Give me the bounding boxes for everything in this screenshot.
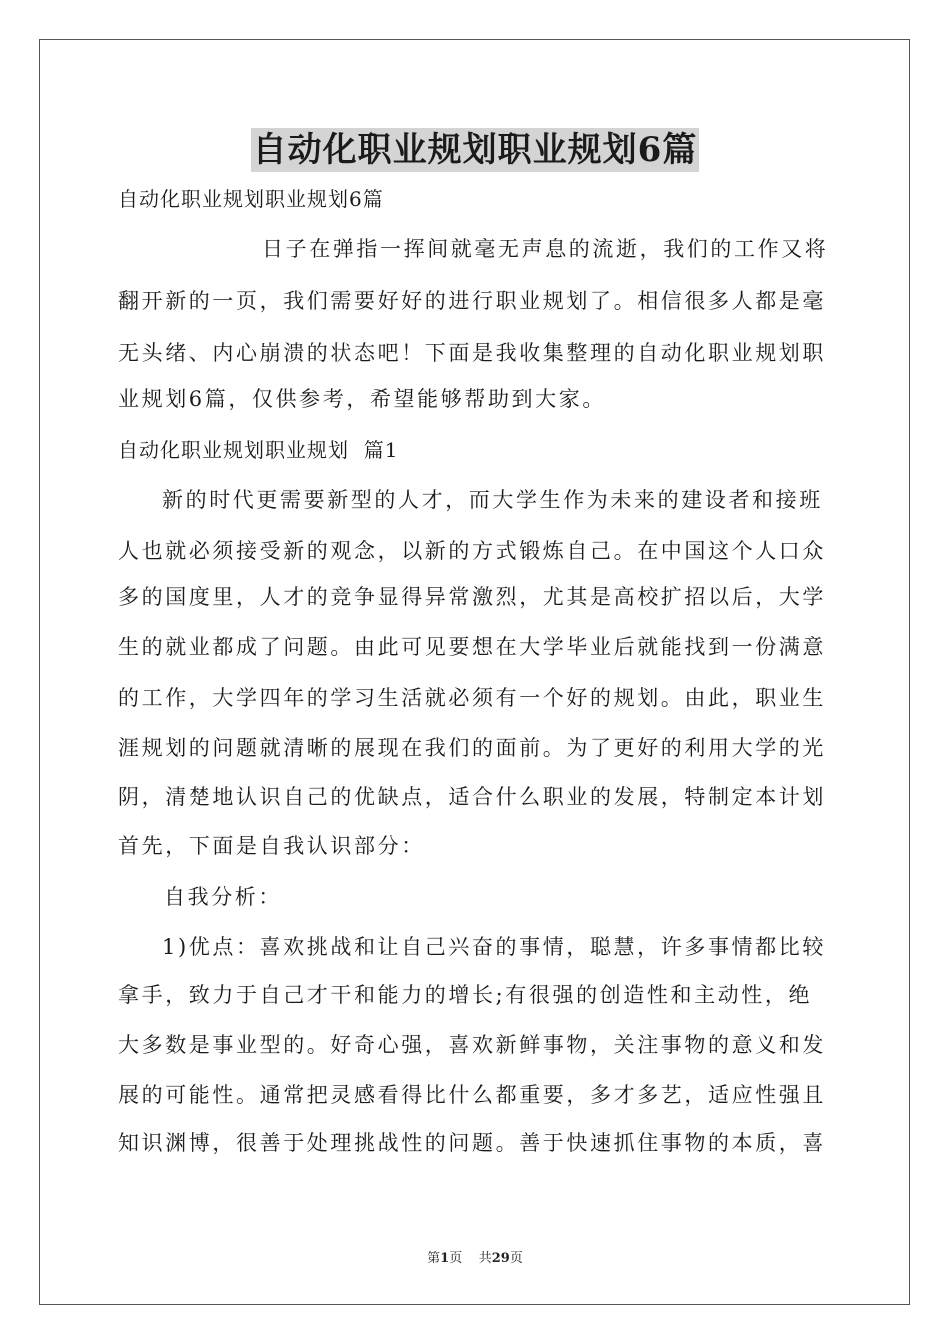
intro-line: 日子在弹指一挥间就毫无声息的流逝，我们的工作又将 bbox=[262, 237, 829, 261]
section-heading: 自动化职业规划职业规划 篇1 bbox=[118, 438, 399, 462]
body-line: 大多数是事业型的。好奇心强，喜欢新鲜事物，关注事物的意义和发 bbox=[118, 1033, 826, 1057]
intro-line: 翻开新的一页，我们需要好好的进行职业规划了。相信很多人都是毫 bbox=[118, 289, 826, 313]
body-line: 知识渊博，很善于处理挑战性的问题。善于快速抓住事物的本质，喜 bbox=[118, 1131, 826, 1155]
body-line: 展的可能性。通常把灵感看得比什么都重要，多才多艺，适应性强且 bbox=[118, 1083, 826, 1107]
body-line: 拿手，致力于自己才干和能力的增长;有很强的创造性和主动性，绝 bbox=[118, 983, 813, 1007]
body-line: 自我分析： bbox=[164, 885, 282, 909]
page-prefix: 第 bbox=[427, 1251, 441, 1266]
intro-line: 无头绪、内心崩溃的状态吧！下面是我收集整理的自动化职业规划职 bbox=[118, 341, 826, 365]
page-footer bbox=[0, 1247, 950, 1266]
title-container bbox=[0, 128, 950, 172]
body-line: 多的国度里，人才的竞争显得异常激烈，尤其是高校扩招以后，大学 bbox=[118, 585, 826, 609]
intro-line: 业规划6篇，仅供参考，希望能够帮助到大家。 bbox=[118, 387, 606, 411]
page-number: 1 bbox=[440, 1251, 450, 1266]
total-prefix: 共 bbox=[478, 1251, 492, 1266]
page-border bbox=[39, 39, 910, 1305]
body-line: 阴，清楚地认识自己的优缺点，适合什么职业的发展，特制定本计划 bbox=[118, 785, 826, 809]
body-line: 新的时代更需要新型的人才，而大学生作为未来的建设者和接班 bbox=[162, 488, 823, 512]
body-line: 1)优点：喜欢挑战和让自己兴奋的事情，聪慧，许多事情都比较 bbox=[162, 935, 826, 959]
body-line: 人也就必须接受新的观念，以新的方式锻炼自己。在中国这个人口众 bbox=[118, 539, 826, 563]
total-pages: 29 bbox=[491, 1251, 510, 1266]
document-title: 自动化职业规划职业规划6篇 bbox=[252, 130, 698, 170]
page-suffix: 页 bbox=[449, 1251, 463, 1266]
document-subtitle: 自动化职业规划职业规划6篇 bbox=[118, 187, 384, 211]
body-line: 首先，下面是自我认识部分： bbox=[118, 834, 425, 858]
body-line: 的工作，大学四年的学习生活就必须有一个好的规划。由此，职业生 bbox=[118, 686, 826, 710]
body-line: 生的就业都成了问题。由此可见要想在大学毕业后就能找到一份满意 bbox=[118, 635, 826, 659]
body-line: 涯规划的问题就清晰的展现在我们的面前。为了更好的利用大学的光 bbox=[118, 736, 826, 760]
total-suffix: 页 bbox=[509, 1251, 523, 1266]
